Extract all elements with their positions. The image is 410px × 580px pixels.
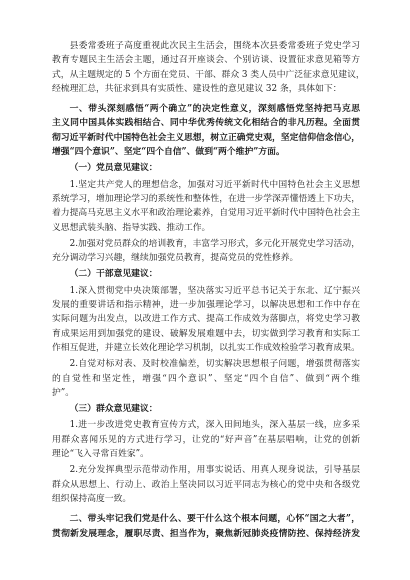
text-line: 组织保持高度一致。 [52, 493, 132, 504]
text-line: 2.自觉对标对表、及时校准偏差，切实解决思想根子问题，增强贯彻落实 [69, 359, 360, 370]
text-line: 着力提高马克思主义水平和政治理论素养，自觉用习近平新时代中国特色社会主 [52, 208, 360, 219]
text-line: 理论“飞入寻常百姓家”。 [52, 449, 149, 460]
text-line: 2.充分发挥典型示范带动作用，用事实说话、用真人现身说法，引导基层 [69, 465, 360, 476]
intro-paragraph [52, 39, 365, 96]
public-suggestion-1 [52, 418, 360, 461]
text-line: 实际问题为出发点，以改进工作方式、提高工作成效为落脚点，将党史学习教 [52, 314, 360, 325]
section-one-title [52, 102, 360, 159]
text-line: 2.加强对党员群众的培训教育，丰富学习形式，多元化开展党史学习活动， [69, 238, 360, 249]
public-suggestions-heading [52, 402, 360, 416]
text-line: 教育专题民主生活会主题，通过召开座谈会、个别访谈、设置征求意见箱等方 [52, 55, 360, 66]
text-line: 县委常委班子高度重视此次民主生活会，围绕本次县委常委班子党史学习 [69, 41, 360, 51]
text-line: 一、带头深刻感悟“两个确立”的决定性意义，深刻感悟党坚持把马克思 [69, 104, 360, 115]
text-line: 1.进一步改进党史教育宣传方式，深入田间地头，深入基层一线，应多采 [69, 420, 360, 431]
party-member-suggestions-heading [52, 161, 360, 175]
cadre-suggestion-1 [52, 284, 360, 355]
text-line: 增强“四个意识”、坚定“四个自信”、做到“两个维护”方面。 [52, 147, 285, 158]
text-line: 二、带头牢记我们党是什么、要干什么这个根本问题，心怀“国之大者”， [69, 514, 360, 525]
text-line: 式，从主题规定的 5 个方面在党员、干部、群众 3 类人员中广泛征求意见建议， [52, 69, 365, 80]
cadre-suggestions-heading [52, 267, 360, 281]
section-two-title [52, 512, 360, 541]
cadre-suggestion-2 [52, 357, 360, 400]
subheading-text: （三）群众意见建议： [69, 404, 158, 415]
text-line: 彻习近平新时代中国特色社会主义思想，树立正确党史观，坚定信仰信念信心， [52, 132, 360, 143]
text-line: 群众从思想上、行动上、政治上坚决同以习近平同志为核心的党中央和各级党 [52, 479, 360, 490]
text-line: 系统学习，增加理论学习的系统性和整体性，在进一步学深弄懂悟透上下功夫， [52, 193, 360, 204]
text-line: 贯彻新发展理念，履职尽责、担当作为，聚焦新冠肺炎疫情防控、保持经济发 [52, 528, 360, 539]
text-line: 育成果运用到加强党的建设、破解发展难题中去，切实做到学习教育和实际工 [52, 328, 360, 339]
text-line: 护”。 [52, 387, 75, 398]
party-member-suggestion-1 [52, 178, 360, 235]
text-line: 1.坚定共产党人的理想信念，加强对习近平新时代中国特色社会主义思想 [69, 179, 360, 190]
text-line: 用群众喜闻乐见的方式进行学习，让党的“好声音”在基层唱响，让党的创新 [52, 434, 360, 445]
party-member-suggestion-2 [52, 237, 360, 266]
text-line: 发展的重要讲话和指示精神，进一步加强理论学习，以解决思想和工作中存在 [52, 300, 360, 311]
subheading-text: （二）干部意见建议： [69, 269, 158, 280]
document-page [52, 39, 365, 541]
text-line: 作相互促进，并建立长效化理论学习机制，以扎实工作成效检验学习教育成果。 [52, 342, 360, 353]
text-line: 主义同中国具体实践相结合、同中华优秀传统文化相结合的非凡历程。全面贯 [52, 118, 360, 129]
text-line: 充分调动学习兴趣，继续加强党员教育，提高党员的党性修养。 [52, 253, 299, 264]
public-suggestion-2 [52, 463, 360, 506]
text-line: 义思想武装头脑、指导实践、推动工作。 [52, 222, 211, 233]
text-line: 的自觉性和坚定性，增强“四个意识”、坚定“四个自信”、做到“两个维 [52, 373, 360, 384]
text-line: 经梳理汇总，共征求到具有实质性、建设性的意见建议 32 条，具体如下： [52, 83, 342, 94]
text-line: 1.深入贯彻党中央决策部署，坚决落实习近平总书记关于东北、辽宁振兴 [69, 285, 360, 296]
subheading-text: （一）党员意见建议： [69, 163, 158, 174]
